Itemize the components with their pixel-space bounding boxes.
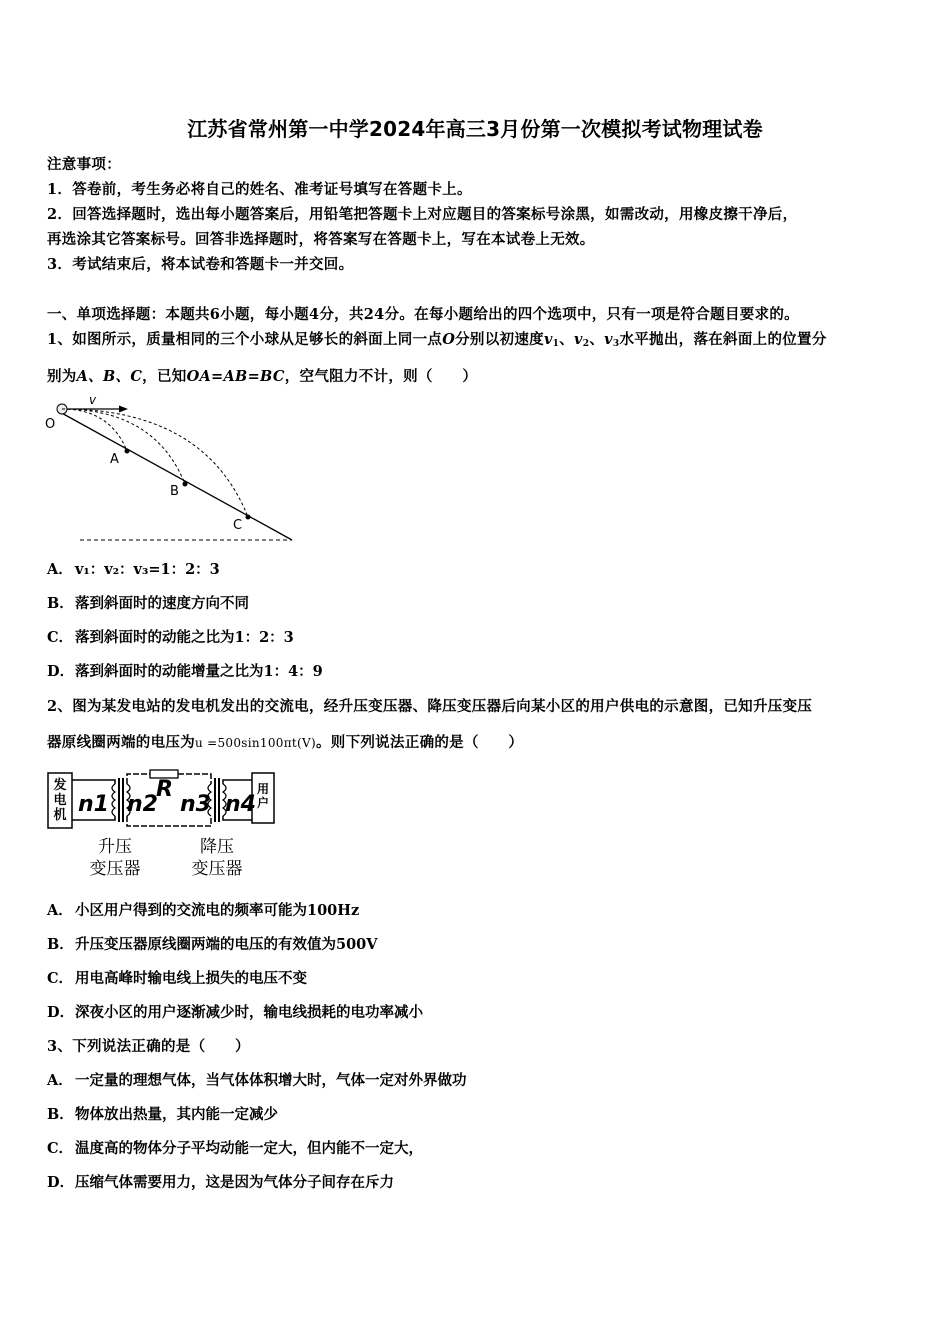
label-b: B <box>170 484 179 499</box>
wire-transmission-bottom <box>127 816 211 826</box>
q1-incline-figure <box>40 393 310 548</box>
point-a <box>125 449 130 454</box>
trajectory-a <box>62 409 127 451</box>
q2-option-d: D．深夜小区的用户逐渐减少时，输电线损耗的电功率减小 <box>47 1004 423 1021</box>
arrow-head <box>119 406 128 413</box>
label-v: v <box>89 393 97 407</box>
step-up-caption-2: 变压器 <box>89 859 141 879</box>
q2-option-c: C． 用电高峰时输电线上损失的电压不变 <box>47 970 307 987</box>
label-o: O <box>45 417 56 432</box>
q1-option-a: A． v₁：v₂：v₃=1：2：3 <box>47 561 220 578</box>
voltage-formula: u =500sin100πt(V) <box>195 736 316 750</box>
q1-option-c: C． 落到斜面时的动能之比为1：2：3 <box>47 629 294 646</box>
coil-n4: n4 <box>225 792 256 817</box>
user-label: 用户 <box>256 782 270 810</box>
wire-circuit-1 <box>72 780 115 784</box>
q1-stem-line1: 1、如图所示，质量相同的三个小球从足够长的斜面上同一点O分别以初速度$v_1$、$v_2$、$v_3$水平抛出，落在斜面上的位置分 <box>47 331 827 349</box>
coil-left-1 <box>112 784 115 816</box>
coil-n2: n2 <box>127 792 158 817</box>
q3-option-d: D．压缩气体需要用力，这是因为气体分子间存在斥力 <box>47 1174 394 1191</box>
wire-transmission-top <box>127 774 150 784</box>
coil-n3: n3 <box>180 792 211 817</box>
q3-option-b: B．物体放出热量，其内能一定减少 <box>47 1106 278 1123</box>
incline-line <box>58 411 292 540</box>
point-b <box>183 482 188 487</box>
step-down-caption-1: 降压 <box>200 837 234 857</box>
notice-item: 3．考试结束后，将本试卷和答题卡一并交回。 <box>47 256 354 273</box>
wire-transmission-top-2 <box>178 774 211 784</box>
q2-transformer-figure <box>45 760 285 885</box>
q1-option-d: D．落到斜面时的动能增量之比为1：4：9 <box>47 663 323 680</box>
point-c <box>246 515 251 520</box>
q2-option-a: A． 小区用户得到的交流电的频率可能为100Hz <box>47 902 360 919</box>
q2-stem-line2: 器原线圈两端的电压为u =500sin100πt(V)。则下列说法正确的是（ ） <box>47 734 524 751</box>
notice-item: 再选涂其它答案标号。回答非选择题时，将答案写在答题卡上，写在本试卷上无效。 <box>47 231 595 248</box>
generator-label: 发电机 <box>53 778 67 823</box>
coil-n1: n1 <box>78 792 109 817</box>
q1-stem-line2: 别为A、B、C，已知OA=AB=BC，空气阻力不计，则（ ） <box>47 368 478 385</box>
q2-stem-line1: 2、图为某发电站的发电机发出的交流电，经升压变压器、降压变压器后向某小区的用户供电的示意图，已知升压变压 <box>47 698 813 715</box>
q2-option-b: B．升压变压器原线圈两端的电压的有效值为500V <box>47 936 378 953</box>
q3-option-c: C． 温度高的物体分子平均动能一定大，但内能不一定大， <box>47 1140 423 1157</box>
q3-stem: 3、下列说法正确的是（ ） <box>47 1038 250 1055</box>
step-down-caption-2: 变压器 <box>191 859 243 879</box>
label-r: R <box>156 777 173 802</box>
wire-circuit-4 <box>223 780 252 784</box>
q1-option-b: B．落到斜面时的速度方向不同 <box>47 595 249 612</box>
step-up-caption-1: 升压 <box>98 837 132 857</box>
page-title: 江苏省常州第一中学2024年高三3月份第一次模拟考试物理试卷 <box>187 117 763 141</box>
label-c: C <box>233 518 243 533</box>
notice-item: 1．答卷前，考生务必将自己的姓名、准考证号填写在答题卡上。 <box>47 181 472 198</box>
label-a: A <box>110 452 119 467</box>
q3-option-a: A． 一定量的理想气体，当气体体积增大时，气体一定对外界做功 <box>47 1072 467 1089</box>
notice-item: 2．回答选择题时，选出每小题答案后，用铅笔把答题卡上对应题目的答案标号涂黑，如需改动，用橡皮擦干净后， <box>47 206 798 223</box>
notice-heading: 注意事项： <box>47 156 121 173</box>
section-heading: 一、单项选择题：本题共6小题，每小题4分，共24分。在每小题给出的四个选项中，只有一项是符合题目要求的。 <box>47 306 799 323</box>
